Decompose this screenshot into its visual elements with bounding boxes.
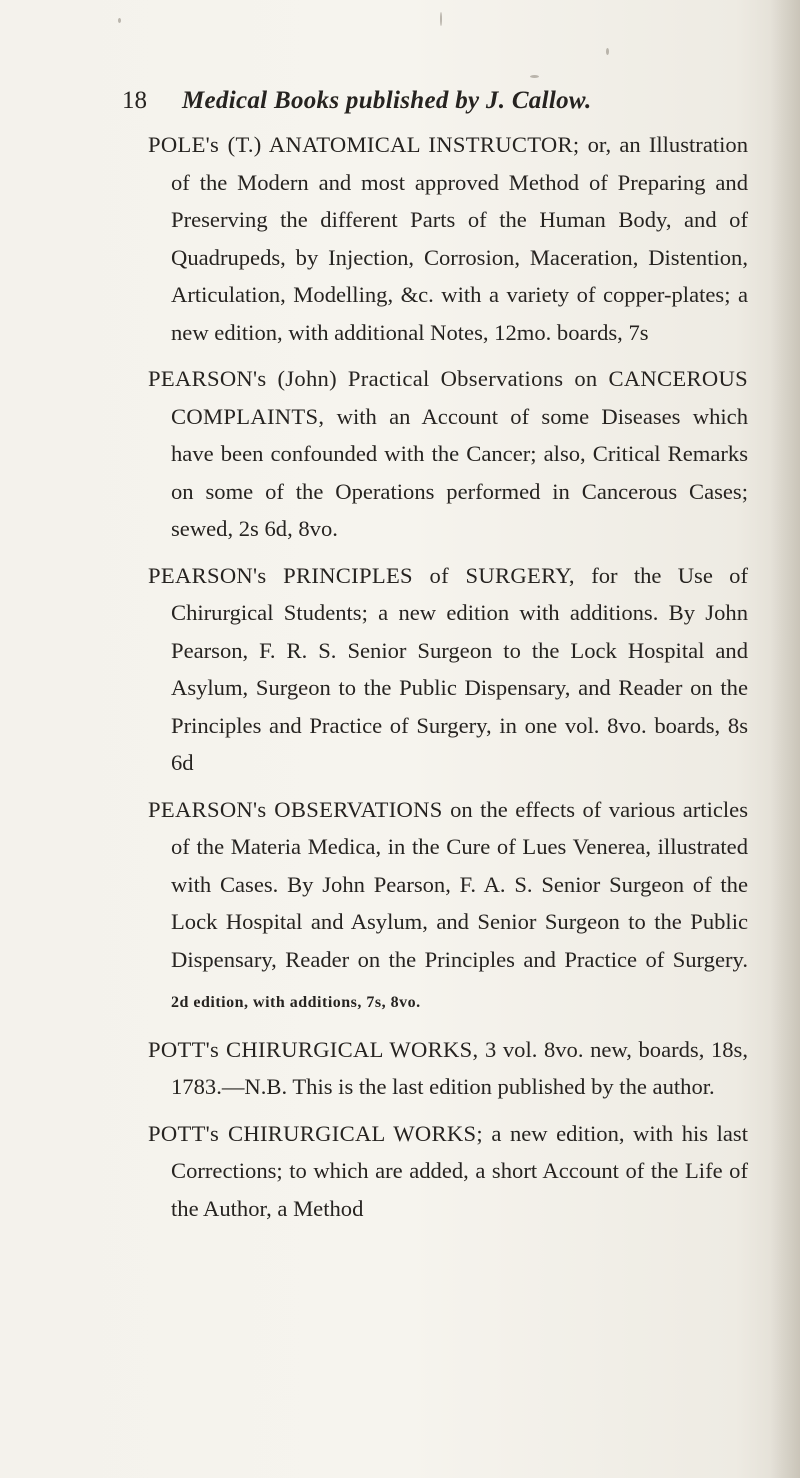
catalogue-entry <box>148 1031 748 1106</box>
entry-description: with an Account of some Diseases which have been confounded with the Cancer; also, Critical Remarks on some of the Operations performed in Cancerous Cases; sewed, 2s 6d, 8vo. <box>171 403 748 541</box>
entry-heading: PEARSON's (John) Practical Observations on CANCEROUS COMPLAINTS, <box>148 366 748 429</box>
entry-description: for the Use of Chirurgical Students; a new edition with additions. By John Pearson, F. R. S. Senior Surgeon to the Lock Hospital and Asylum, Surgeon to the Public Dispensary, and Reader on the Principles and Practice of Surgery, in one vol. 8vo. boards, 8s 6d <box>171 562 748 775</box>
entry-heading: POTT's CHIRURGICAL WORKS, <box>148 1036 479 1062</box>
page-edge-shadow <box>770 0 800 1478</box>
entry-edition-note: 2d edition, with additions, 7s, 8vo. <box>171 994 421 1011</box>
entry-description: on the effects of various articles of the Materia Medica, in the Cure of Lues Venerea, illustrated with Cases. By John Pearson, F. A. S. Senior Surgeon of the Lock Hospital and Asylum, and Senior Surgeon to the Public Dispensary, Reader on the Principles and Practice of Surgery. <box>171 796 748 972</box>
page-header <box>122 84 762 118</box>
paper-speck <box>530 75 539 78</box>
page-number: 18 <box>122 87 147 114</box>
paper-speck <box>440 12 442 26</box>
catalogue-entries <box>148 126 748 1236</box>
catalogue-entry <box>148 1115 748 1228</box>
entry-heading: PEARSON's OBSERVATIONS <box>148 796 443 822</box>
entry-description: a new edition, with his last Corrections; to which are added, a short Account of the Life of the Author, a Method <box>171 1120 748 1221</box>
paper-speck <box>118 18 121 23</box>
entry-heading: POTT's CHIRURGICAL WORKS; <box>148 1120 483 1146</box>
entry-heading: PEARSON's PRINCIPLES of SURGERY, <box>148 562 575 588</box>
catalogue-entry <box>148 791 748 1022</box>
running-title: Medical Books published by J. Callow. <box>182 87 592 114</box>
entry-heading: POLE's (T.) ANATOMICAL INSTRUCTOR; <box>148 132 580 157</box>
catalogue-entry <box>148 557 748 782</box>
catalogue-entry <box>148 360 748 548</box>
catalogue-entry <box>148 126 748 351</box>
paper-speck <box>606 48 609 55</box>
entry-description: or, an Illustration of the Modern and most approved Method of Preparing and Preserving the different Parts of the Human Body, and of Quadrupeds, by Injection, Corrosion, Maceration, Distention, Articulation, Modelling, &c. with a variety of copper-plates; a new edition, with additional Notes, 12mo. boards, 7s <box>171 132 749 345</box>
entry-description: 3 vol. 8vo. new, boards, 18s, 1783.—N.B. This is the last edition published by the author. <box>171 1036 748 1099</box>
